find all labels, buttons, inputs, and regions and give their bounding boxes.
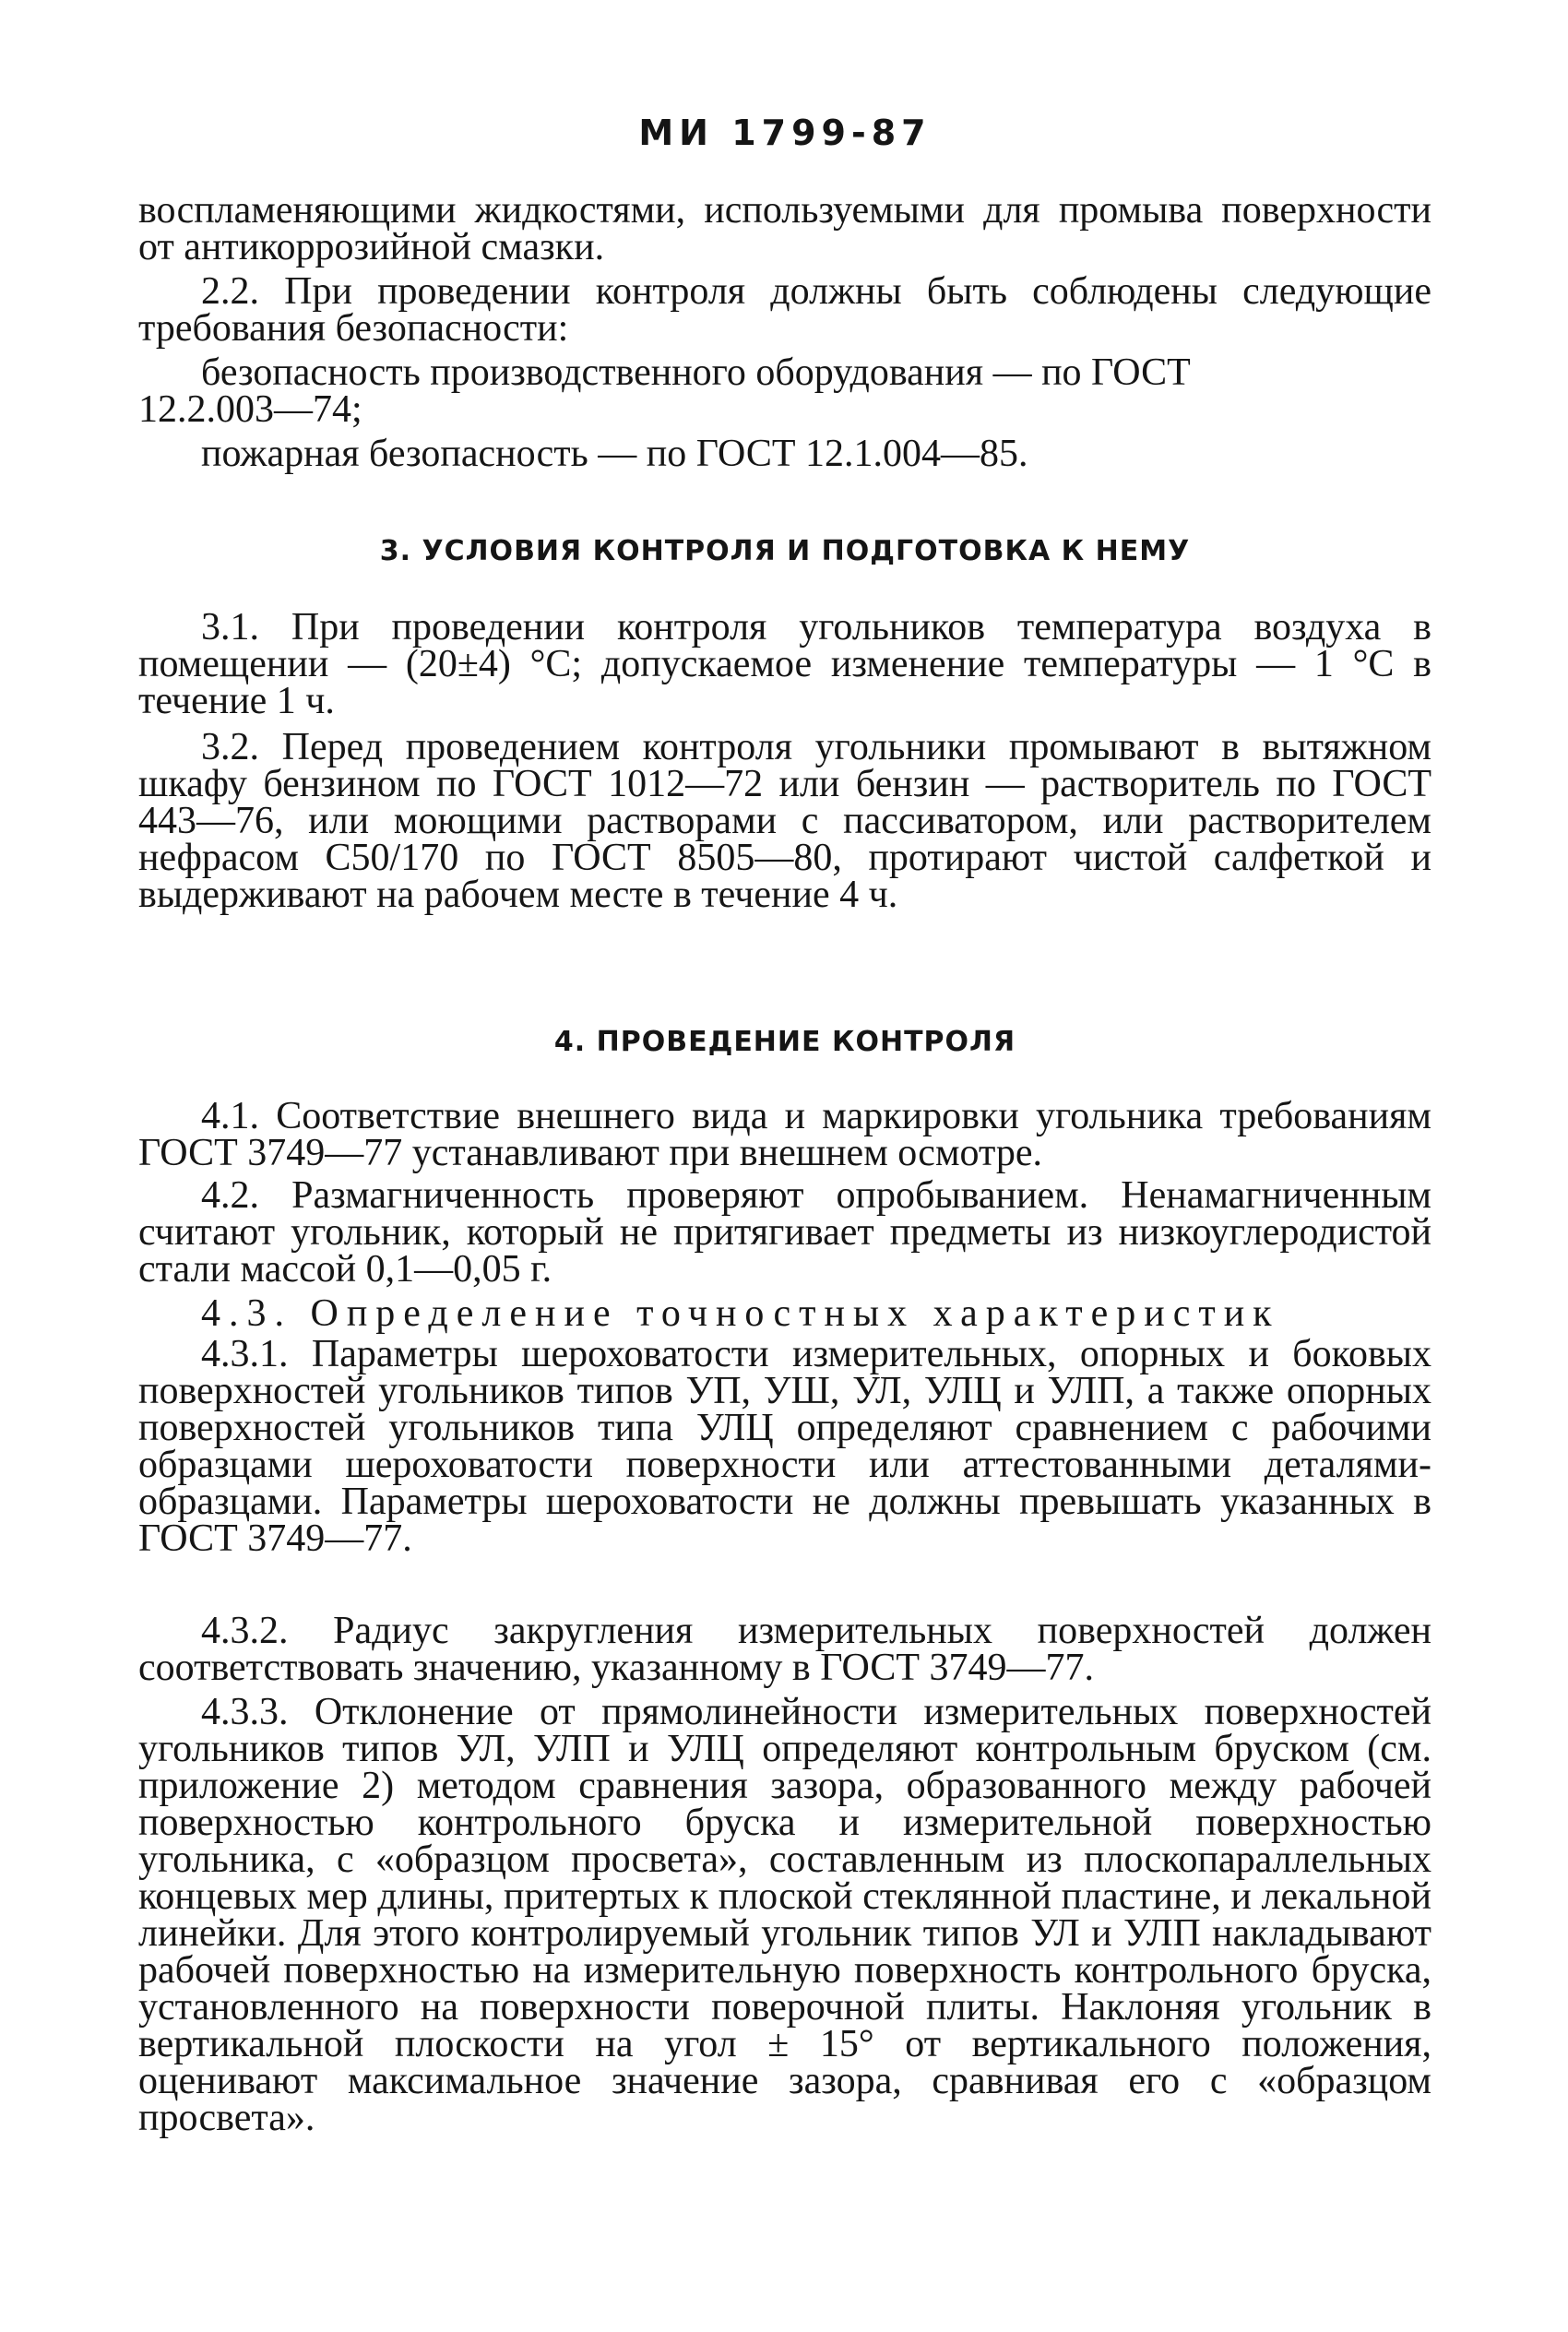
paragraph-text: 4.2. Размагниченность проверяют опробыванием. Ненамагниченным считают угольник, который не притягивает предметы из низкоуглеродистой стали массой 0,1—0,05 г.	[138, 1174, 1431, 1291]
paragraph-4-2	[138, 1174, 1431, 1291]
paragraph-2-2-b	[138, 433, 1431, 475]
paragraph-4-3-3	[138, 1691, 1431, 2139]
paragraph-2-2	[138, 270, 1431, 350]
paragraph-text: 3.1. При проведении контроля угольников температура воздуха в помещении — (20±4) °С; допускаемое изменение температуры — 1 °С в течение 1 ч.	[138, 606, 1431, 722]
paragraph-text: 4.3.1. Параметры шероховатости измерительных, опорных и боковых поверхностей угольников типов УП, УШ, УЛ, УЛЦ и УЛП, а также опорных поверхностей угольников типа УЛЦ определяют сравнением с рабочими образцами шероховатости поверхности или аттестованными деталями-образцами. Параметры шероховатости не должны превышать указанных в ГОСТ 3749—77.	[138, 1333, 1431, 1560]
document-page	[138, 0, 1431, 2332]
paragraph-text: пожарная безопасность — по ГОСТ 12.1.004—85.	[201, 433, 1028, 475]
paragraph-4-3-2	[138, 1610, 1431, 1689]
paragraph-3-2	[138, 726, 1431, 916]
paragraph-text: 4.1. Соответствие внешнего вида и маркировки угольника требованиям ГОСТ 3749—77 устанавливают при внешнем осмотре.	[138, 1095, 1431, 1174]
section-title-4: 4. ПРОВЕДЕНИЕ КОНТРОЛЯ	[553, 1026, 1016, 1058]
paragraph-text: воспламеняющими жидкостями, используемыми для промыва поверхности от антикоррозийной смазки.	[138, 189, 1431, 268]
page-header: МИ 1799-87	[638, 113, 932, 153]
paragraph-text: 4.3. Определение точностных характеристик	[201, 1292, 1280, 1335]
paragraph-3-1	[138, 606, 1431, 722]
paragraph-2-2-a	[138, 351, 1431, 431]
paragraph-4-3-1	[138, 1333, 1431, 1560]
paragraph-text: 2.2. При проведении контроля должны быть соблюдены следующие требования безопасности:	[138, 270, 1431, 350]
paragraph-4-3	[138, 1292, 1431, 1335]
paragraph-text: 12.2.003—74;	[138, 388, 362, 431]
paragraph-text: безопасность производственного оборудования — по ГОСТ	[201, 351, 1191, 394]
paragraph-text: 4.3.3. Отклонение от прямолинейности измерительных поверхностей угольников типов УЛ, УЛП и УЛЦ определяют контрольным бруском (см. приложение 2) методом сравнения зазора, образованного между рабочей поверхностью контрольного бруска и измерительной поверхностью угольника, с «образцом просвета», составленным из плоскопараллельных концевых мер длины, притертых к плоской стеклянной пластине, и лекальной линейки. Для этого контролируемый угольник типов УЛ и УЛП накладывают рабочей поверхностью на измерительную поверхность контрольного бруска, установленного на поверхности поверочной плиты. Наклоняя угольник в вертикальной плоскости на угол ± 15° от вертикального положения, оценивают максимальное значение зазора, сравнивая его с «образцом просвета».	[138, 1691, 1431, 2139]
section-title-3: 3. УСЛОВИЯ КОНТРОЛЯ И ПОДГОТОВКА К НЕМУ	[379, 535, 1191, 567]
paragraph-4-1	[138, 1095, 1431, 1174]
paragraph-text: 4.3.2. Радиус закругления измерительных поверхностей должен соответствовать значению, указанному в ГОСТ 3749—77.	[138, 1610, 1431, 1689]
paragraph-text: 3.2. Перед проведением контроля угольники промывают в вытяжном шкафу бензином по ГОСТ 1012—72 или бензин — растворитель по ГОСТ 443—76, или моющими растворами с пассиватором, или растворителем нефрасом С50/170 по ГОСТ 8505—80, протирают чистой салфеткой и выдерживают на рабочем месте в течение 4 ч.	[138, 726, 1431, 916]
paragraph-continuation	[138, 189, 1431, 268]
